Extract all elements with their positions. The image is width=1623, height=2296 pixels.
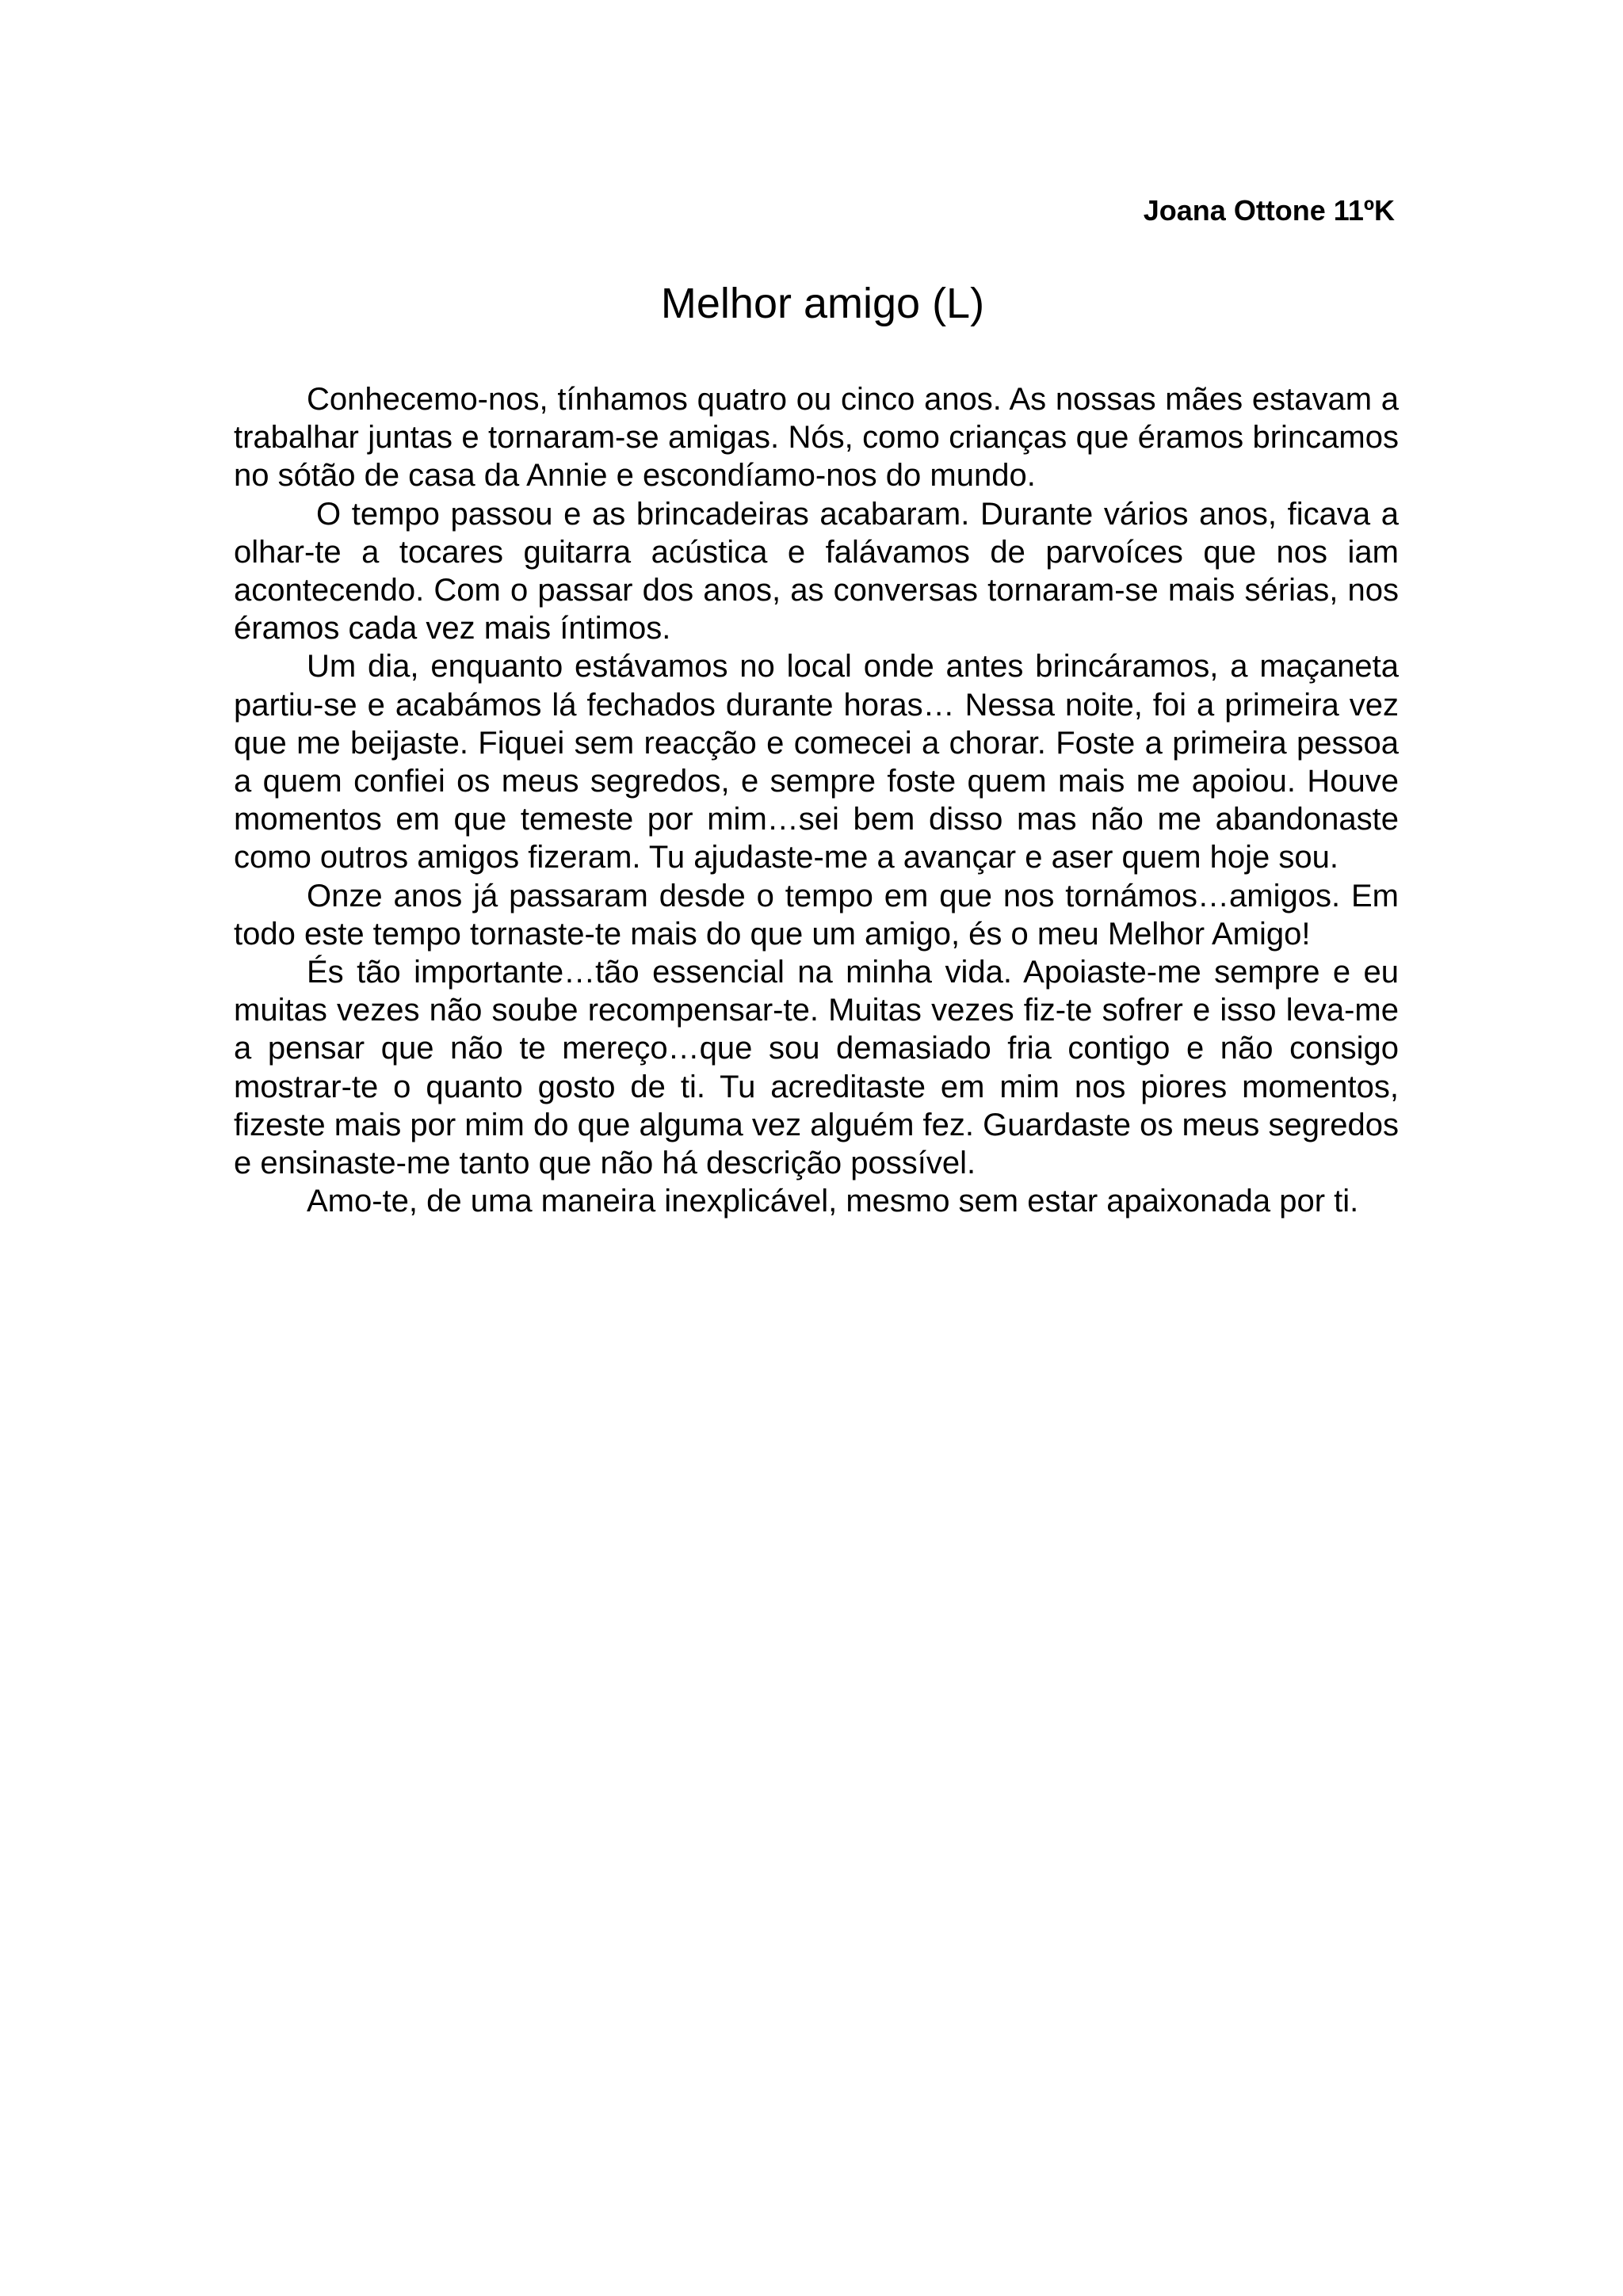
document-body <box>234 380 1399 1220</box>
author-name: Joana Ottone 11ºK <box>1143 194 1395 227</box>
paragraph: Onze anos já passaram desde o tempo em que nos tornámos…amigos. Em todo este tempo tornaste-te mais do que um amigo, és o meu Melhor Amigo! <box>234 878 1399 952</box>
paragraph: O tempo passou e as brincadeiras acabaram. Durante vários anos, ficava a olhar-te a tocares guitarra acústica e falávamos de parvoíces que nos iam acontecendo. Com o passar dos anos, as conversas tornaram-se mais sérias, nos éramos cada vez mais íntimos. <box>234 496 1399 646</box>
document-title: Melhor amigo (L) <box>660 280 985 327</box>
paragraph: És tão importante…tão essencial na minha vida. Apoiaste-me sempre e eu muitas vezes não soube recompensar-te. Muitas vezes fiz-te sofrer e isso leva-me a pensar que não te mereço…que sou demasiado fria contigo e não consigo mostrar-te o quanto gosto de ti. Tu acreditaste em mim nos piores momentos, fizeste mais por mim do que alguma vez alguém fez. Guardaste os meus segredos e ensinaste-me tanto que não há descrição possível. <box>234 955 1399 1181</box>
paragraph: Conhecemo-nos, tínhamos quatro ou cinco anos. As nossas mães estavam a trabalhar juntas e tornaram-se amigas. Nós, como crianças que éramos brincamos no sótão de casa da Annie e escondíamo-nos do mundo. <box>234 382 1399 494</box>
paragraph: Amo-te, de uma maneira inexplicável, mesmo sem estar apaixonada por ti. <box>307 1184 1359 1219</box>
paragraph: Um dia, enquanto estávamos no local onde antes brincáramos, a maçaneta partiu-se e acabámos lá fechados durante horas… Nessa noite, foi a primeira vez que me beijaste. Fiquei sem reacção e comecei a chorar. Foste a primeira pessoa a quem confiei os meus segredos, e sempre foste quem mais me apoiou. Houve momentos em que temeste por mim…sei bem disso mas não me abandonaste como outros amigos fizeram. Tu ajudaste-me a avançar e aser quem hoje sou. <box>234 649 1399 875</box>
